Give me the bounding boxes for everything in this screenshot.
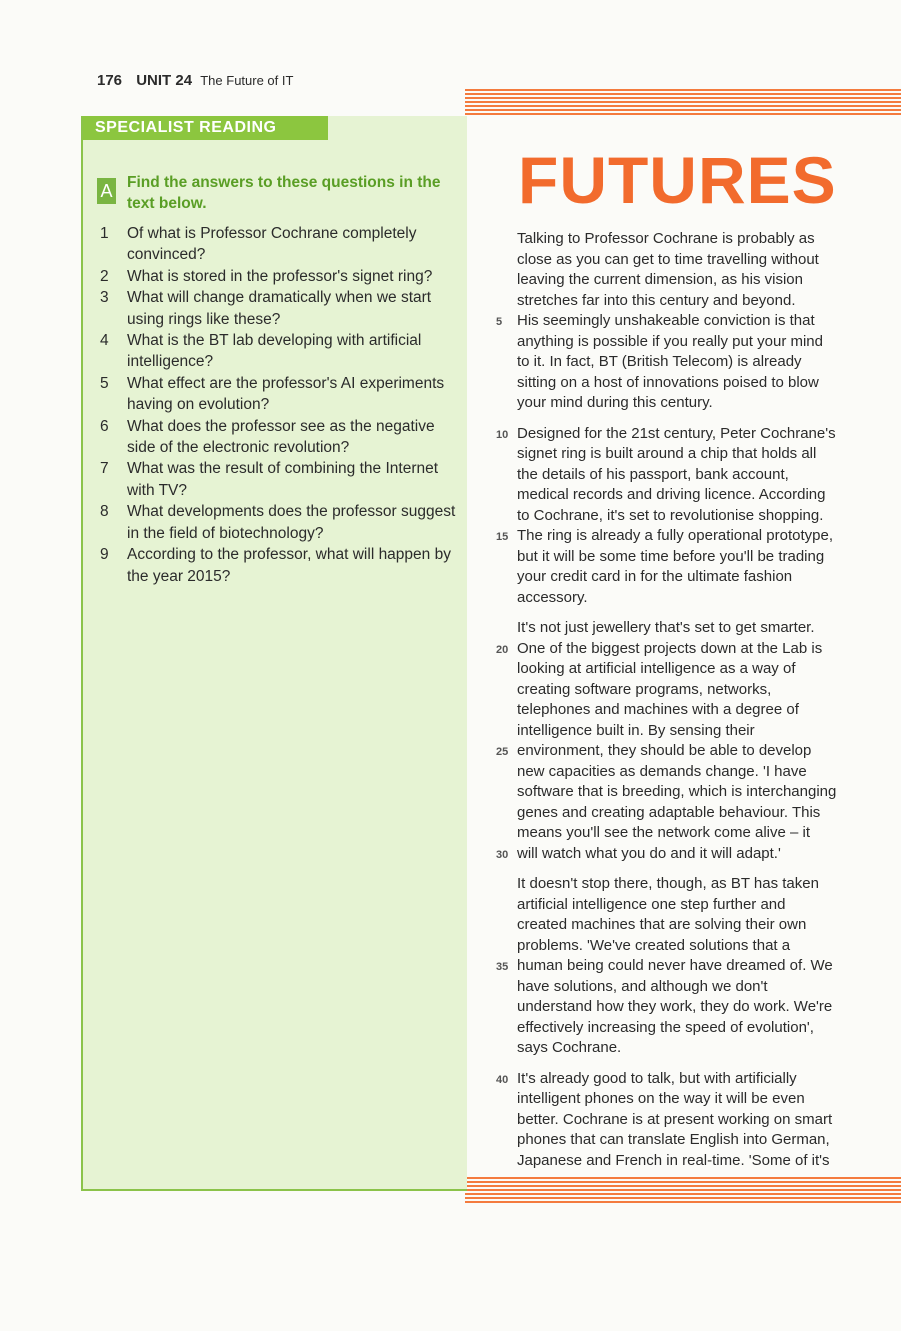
unit-label: UNIT 24 xyxy=(136,72,193,89)
article-line-text: understand how they work, they do work. We're xyxy=(517,998,833,1015)
article-line xyxy=(517,895,862,916)
article-line xyxy=(517,567,862,588)
article-line-text: It doesn't stop there, though, as BT has taken xyxy=(517,875,819,892)
article-line xyxy=(517,762,862,783)
article-line-text: It's already good to talk, but with artificially xyxy=(517,1069,797,1087)
running-header xyxy=(97,72,293,89)
top-decorative-stripes xyxy=(465,89,901,117)
article-line xyxy=(496,1069,862,1090)
question-number: 8 xyxy=(100,503,109,521)
article-paragraph xyxy=(496,424,862,609)
article-body xyxy=(496,229,862,1181)
article-line xyxy=(517,618,862,639)
article-paragraph xyxy=(496,1069,862,1172)
article-line-text: phones that can translate English into German, xyxy=(517,1131,830,1148)
article-line-text: software that is breeding, which is interchanging xyxy=(517,783,837,800)
article-line-text: to Cochrane, it's set to revolutionise shopping. xyxy=(517,506,824,524)
question-number: 4 xyxy=(100,332,109,350)
article-line xyxy=(517,659,862,680)
article-line-text: signet ring is built around a chip that holds all xyxy=(517,445,817,462)
question-number: 6 xyxy=(100,417,109,435)
article-line xyxy=(517,250,862,271)
article-line-text: It's not just jewellery that's set to get smarter. xyxy=(517,619,815,636)
article-line xyxy=(517,393,862,414)
article-line-text: accessory. xyxy=(517,588,588,606)
article-line xyxy=(517,680,862,701)
article-line-text: stretches far into this century and beyond. xyxy=(517,291,796,309)
article-line xyxy=(517,997,862,1018)
article-line-text: medical records and driving licence. According xyxy=(517,486,826,503)
article-line-text: One of the biggest projects down at the Lab is xyxy=(517,639,823,657)
article-line-text: genes and creating adaptable behaviour. This xyxy=(517,803,821,821)
question-item xyxy=(97,266,462,287)
question-item xyxy=(97,330,462,373)
article-line-text: your mind during this century. xyxy=(517,394,713,411)
article-line-text: created machines that are solving their own xyxy=(517,916,807,933)
line-number: 35 xyxy=(496,961,509,973)
question-item xyxy=(97,458,462,501)
article-line xyxy=(496,741,862,762)
article-line-text: to it. In fact, BT (British Telecom) is already xyxy=(517,353,802,370)
article-line-text: leaving the current dimension, as his vision xyxy=(517,271,803,288)
bottom-decorative-stripes xyxy=(465,1177,901,1205)
stripe-line xyxy=(465,101,901,103)
article-title: FUTURES xyxy=(518,143,837,217)
question-number: 3 xyxy=(100,289,109,307)
article-line xyxy=(517,874,862,895)
article-line-text: Japanese and French in real-time. 'Some of it's xyxy=(517,1151,830,1169)
line-number: 20 xyxy=(496,643,509,656)
article-line xyxy=(517,782,862,803)
article-line-text: have solutions, and although we don't xyxy=(517,977,768,995)
stripe-line xyxy=(465,1197,901,1199)
article-line-text: close as you can get to time travelling without xyxy=(517,250,819,268)
article-line-text: Designed for the 21st century, Peter Cochrane's xyxy=(517,424,836,442)
article-line xyxy=(517,270,862,291)
article-line xyxy=(517,547,862,568)
article-line xyxy=(517,803,862,824)
article-line xyxy=(517,1089,862,1110)
article-line-text: environment, they should be able to develop xyxy=(517,742,812,759)
article-line xyxy=(517,936,862,957)
article-paragraph xyxy=(496,874,862,1059)
stripe-line xyxy=(465,113,901,115)
question-item xyxy=(97,501,462,544)
article-line xyxy=(517,465,862,486)
article-line-text: His seemingly unshakeable conviction is that xyxy=(517,312,815,329)
article-line-text: looking at artificial intelligence as a way of xyxy=(517,660,796,677)
article-line xyxy=(496,311,862,332)
article-paragraph xyxy=(496,618,862,864)
stripe-line xyxy=(465,105,901,107)
section-label: SPECIALIST READING xyxy=(83,116,328,140)
article-line-text: Talking to Professor Cochrane is probably as xyxy=(517,230,815,247)
article-line xyxy=(517,485,862,506)
stripe-line xyxy=(465,1201,901,1203)
question-list xyxy=(97,223,462,587)
article-line xyxy=(517,1130,862,1151)
task-instruction-text: Find the answers to these questions in the text below. xyxy=(127,174,441,212)
article-line xyxy=(517,700,862,721)
unit-topic: The Future of IT xyxy=(200,73,294,88)
stripe-line xyxy=(465,1181,901,1183)
article-line xyxy=(496,844,862,865)
article-line xyxy=(517,823,862,844)
article-line xyxy=(517,1018,862,1039)
article-line xyxy=(496,424,862,445)
article-line xyxy=(517,977,862,998)
question-item xyxy=(97,416,462,459)
line-number: 5 xyxy=(496,316,503,328)
question-item xyxy=(97,373,462,416)
article-line xyxy=(496,526,862,547)
article-line-text: means you'll see the network come alive – it xyxy=(517,824,811,841)
stripe-line xyxy=(465,97,901,99)
article-line-text: telephones and machines with a degree of xyxy=(517,701,799,718)
article-line-text: sitting on a host of innovations poised to blow xyxy=(517,373,819,391)
question-text: What was the result of combining the Internet with TV? xyxy=(127,460,439,499)
line-number: 30 xyxy=(496,848,509,861)
question-item xyxy=(97,287,462,330)
article-line-text: the details of his passport, bank account, xyxy=(517,465,789,483)
article-line xyxy=(517,915,862,936)
article-line-text: but it will be some time before you'll be trading xyxy=(517,547,825,565)
question-text: What is the BT lab developing with artificial intelligence? xyxy=(127,332,422,371)
line-number: 10 xyxy=(496,428,509,441)
question-item xyxy=(97,544,462,587)
article-line-text: creating software programs, networks, xyxy=(517,680,772,698)
question-number: 9 xyxy=(100,546,109,564)
article-line xyxy=(517,1151,862,1172)
stripe-line xyxy=(465,1185,901,1187)
article-line-text: problems. 'We've created solutions that a xyxy=(517,936,791,954)
line-number: 15 xyxy=(496,531,509,543)
article-line xyxy=(517,506,862,527)
article-line-text: new capacities as demands change. 'I have xyxy=(517,762,807,780)
stripe-line xyxy=(465,1189,901,1191)
article-paragraph xyxy=(496,229,862,414)
question-text: According to the professor, what will happen by the year 2015? xyxy=(127,546,451,585)
line-number: 25 xyxy=(496,746,509,758)
line-number: 40 xyxy=(496,1073,509,1086)
article-line-text: intelligence built in. By sensing their xyxy=(517,721,755,739)
stripe-line xyxy=(465,89,901,91)
stripe-line xyxy=(465,1193,901,1195)
task-letter-badge: A xyxy=(97,178,116,204)
article-line xyxy=(517,721,862,742)
question-number: 5 xyxy=(100,374,109,392)
question-text: What does the professor see as the negative side of the electronic revolution? xyxy=(127,417,435,457)
article-line-text: your credit card in for the ultimate fashion xyxy=(517,568,793,585)
question-number: 7 xyxy=(100,460,109,478)
question-text: What developments does the professor suggest in the field of biotechnology? xyxy=(127,503,456,542)
article-line xyxy=(496,956,862,977)
article-line-text: effectively increasing the speed of evolution', xyxy=(517,1018,814,1036)
article-line-text: says Cochrane. xyxy=(517,1039,622,1056)
article-line xyxy=(517,291,862,312)
question-text: Of what is Professor Cochrane completely convinced? xyxy=(127,225,417,264)
article-line xyxy=(517,352,862,373)
question-text: What will change dramatically when we start using rings like these? xyxy=(127,289,432,328)
stripe-line xyxy=(465,109,901,111)
question-number: 1 xyxy=(100,225,109,242)
stripe-line xyxy=(465,93,901,95)
article-line xyxy=(517,1110,862,1131)
question-text: What is stored in the professor's signet ring? xyxy=(127,267,433,285)
article-line-text: better. Cochrane is at present working on smart xyxy=(517,1110,833,1128)
article-line xyxy=(517,1038,862,1059)
article-line xyxy=(517,373,862,394)
article-line xyxy=(517,444,862,465)
article-line xyxy=(496,639,862,660)
page-number: 176 xyxy=(97,72,123,89)
article-line-text: The ring is already a fully operational prototype, xyxy=(517,527,834,544)
article-line xyxy=(517,229,862,250)
article-line xyxy=(517,332,862,353)
article-line xyxy=(517,588,862,609)
article-line-text: human being could never have dreamed of. We xyxy=(517,957,833,974)
article-line-text: intelligent phones on the way it will be even xyxy=(517,1090,805,1107)
article-line-text: artificial intelligence one step further and xyxy=(517,895,786,913)
question-item xyxy=(97,223,462,266)
question-text: What effect are the professor's AI experiments having on evolution? xyxy=(127,374,445,414)
article-line-text: anything is possible if you really put your mind xyxy=(517,332,823,350)
article-line-text: will watch what you do and it will adapt.' xyxy=(517,844,781,862)
question-number: 2 xyxy=(100,267,109,285)
